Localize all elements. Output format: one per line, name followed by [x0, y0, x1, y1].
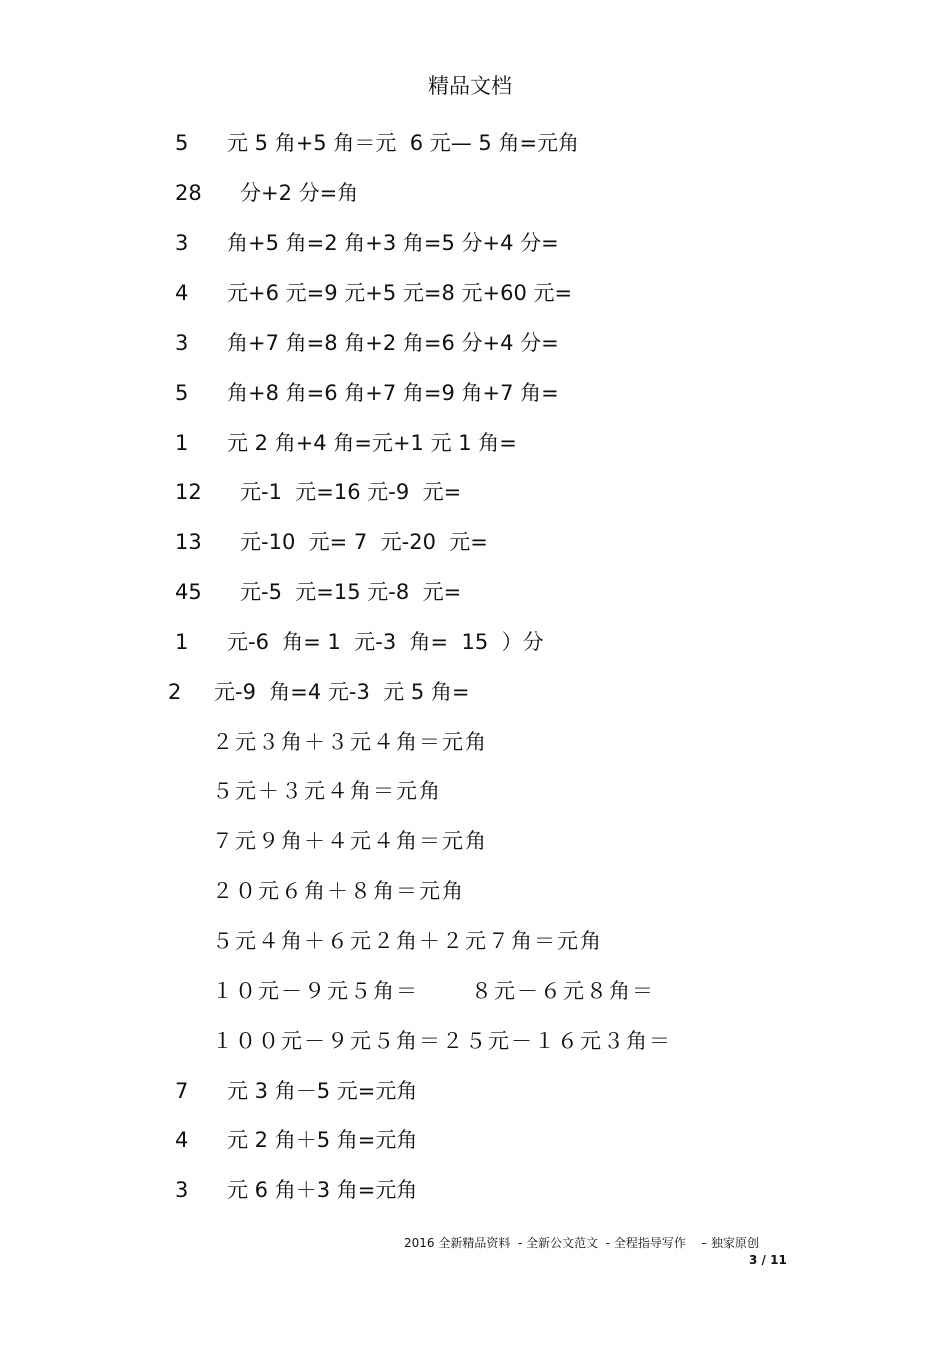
row-number: 2	[168, 680, 182, 704]
page-header: 精品文档	[428, 74, 512, 98]
row-number: 3	[175, 331, 189, 355]
row-expression: 角+5 角=2 角+3 角=5 分+4 分=	[227, 231, 559, 255]
row-expression: 元-1 元=16 元-9 元=	[240, 480, 462, 504]
row-expression: 角+7 角=8 角+2 角=6 分+4 分=	[227, 331, 559, 355]
row-number: 3	[175, 231, 189, 255]
row-expression: 元-9 角=4 元-3 元 5 角=	[214, 680, 470, 704]
row-number: 7	[175, 1079, 189, 1103]
row-number: 5	[175, 381, 189, 405]
row-expression: 元+6 元=9 元+5 元=8 元+60 元=	[227, 281, 573, 305]
fullwidth-row-5: ５元４角＋６元２角＋２元７角＝元角	[212, 929, 603, 953]
row-number: 4	[175, 281, 189, 305]
row-expression: 分+2 分=角	[240, 181, 359, 205]
row-expression: 元-10 元= 7 元-20 元=	[240, 530, 488, 554]
row-number: 28	[175, 181, 202, 205]
row-number: 1	[175, 431, 189, 455]
fullwidth-row-6: １０元－９元５角＝ ８元－６元８角＝	[212, 979, 656, 1003]
fullwidth-row-4: ２０元６角＋８角＝元角	[212, 879, 465, 903]
row-expression: 元-5 元=15 元-8 元=	[240, 580, 462, 604]
fullwidth-row-2: ５元＋３元４角＝元角	[212, 779, 442, 803]
row-expression: 元 6 角＋3 角=元角	[227, 1178, 418, 1202]
row-number: 12	[175, 480, 202, 504]
page-number: 3 / 11	[749, 1253, 787, 1267]
row-number: 13	[175, 530, 202, 554]
row-expression: 元 2 角＋5 角=元角	[227, 1128, 418, 1152]
fullwidth-row-3: ７元９角＋４元４角＝元角	[212, 829, 488, 853]
footer-text: 2016 全新精品资料 - 全新公文范文 - 全程指导写作 – 独家原创	[404, 1236, 759, 1250]
row-number: 3	[175, 1178, 189, 1202]
row-expression: 元-6 角= 1 元-3 角= 15 ）分	[227, 630, 544, 654]
row-number: 45	[175, 580, 202, 604]
row-expression: 角+8 角=6 角+7 角=9 角+7 角=	[227, 381, 559, 405]
row-expression: 元 3 角－5 元=元角	[227, 1079, 418, 1103]
row-expression: 元 2 角+4 角=元+1 元 1 角=	[227, 431, 517, 455]
row-number: 4	[175, 1128, 189, 1152]
fullwidth-row-1: ２元３角＋３元４角＝元角	[212, 730, 488, 754]
row-expression: 元 5 角+5 角＝元 6 元— 5 角=元角	[227, 131, 580, 155]
row-number: 1	[175, 630, 189, 654]
fullwidth-row-7: １００元－９元５角＝２５元－１６元３角＝	[212, 1029, 672, 1053]
row-number: 5	[175, 131, 189, 155]
